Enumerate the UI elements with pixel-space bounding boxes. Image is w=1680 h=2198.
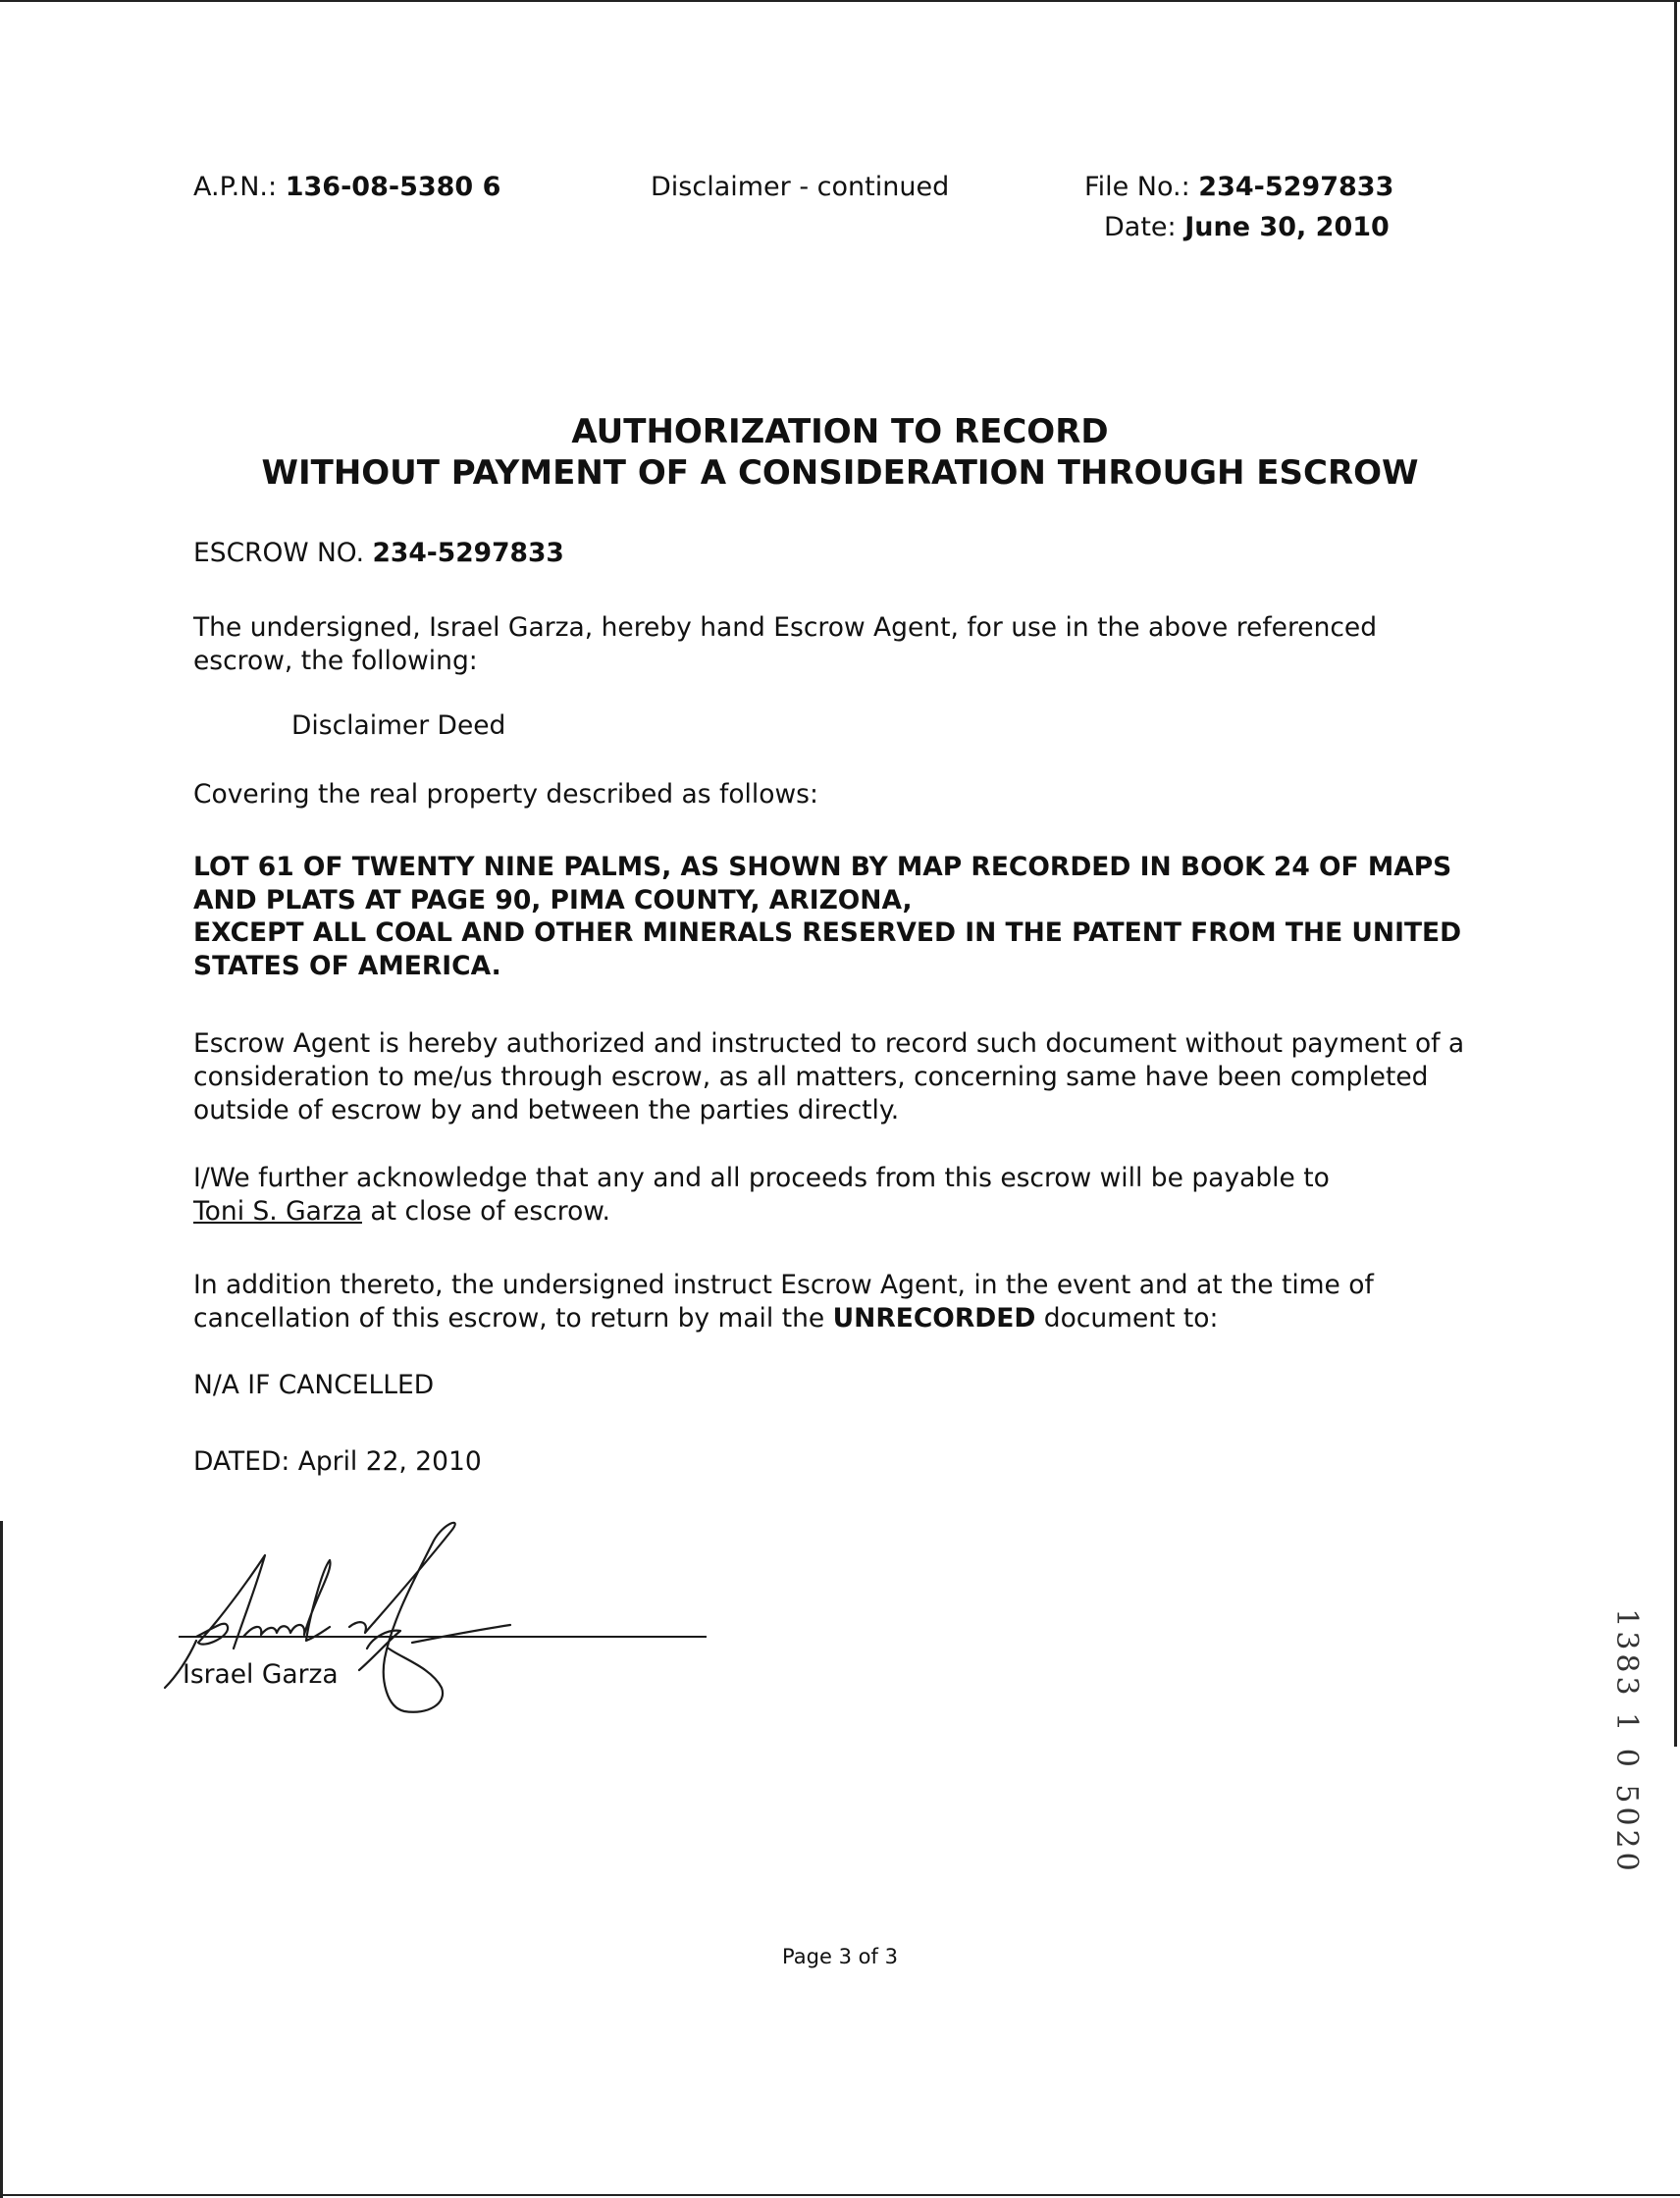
signer-name: Israel Garza — [183, 1659, 339, 1690]
header-date-field — [1104, 211, 1390, 244]
cancel-suffix: document to: — [1043, 1303, 1219, 1334]
cancel-bold: UNRECORDED — [832, 1303, 1036, 1334]
date-label: Date: — [1104, 212, 1177, 242]
right-scan-edge — [1674, 0, 1677, 1747]
file-label: File No.: — [1084, 172, 1190, 202]
cancellation-paragraph — [193, 1269, 1498, 1335]
top-scan-edge — [0, 0, 1680, 2]
dated-label: DATED: — [193, 1446, 290, 1477]
proceeds-prefix: I/We further acknowledge that any and all proceeds from this escrow will be payable to — [193, 1163, 1330, 1193]
page-label: Page — [782, 1945, 832, 1968]
legal-description-1: LOT 61 OF TWENTY NINE PALMS, AS SHOWN BY MAP RECORDED IN BOOK 24 OF MAPS AND PLATS AT PAGE 90, PIMA COUNTY, ARIZONA, — [193, 852, 1452, 916]
cancel-prefix: In addition thereto, the undersigned instruct Escrow Agent, in the event and at the time of cancellation of this escrow, to return by mail the — [193, 1270, 1374, 1334]
left-scan-edge — [0, 1521, 3, 2198]
escrow-number — [193, 537, 1498, 570]
escrow-label: ESCROW NO. — [193, 538, 364, 568]
date-value: June 30, 2010 — [1184, 212, 1390, 242]
dated-value: April 22, 2010 — [297, 1446, 482, 1477]
page-number — [0, 1943, 1680, 1970]
authorization-paragraph: Escrow Agent is hereby authorized and instructed to record such document without payment of a consideration to me/us through escrow, as all matters, concerning same have been completed outside of escrow by and between the parties directly. — [193, 1028, 1465, 1125]
page-total: 3 — [884, 1945, 898, 1968]
file-number-field — [1084, 171, 1393, 204]
file-value: 234-5297833 — [1198, 172, 1394, 202]
na-line: N/A IF CANCELLED — [193, 1370, 435, 1400]
covering-statement: Covering the real property described as follows: — [193, 779, 818, 810]
intro-paragraph: The undersigned, Israel Garza, hereby hand Escrow Agent, for use in the above referenced escrow, the following: — [193, 612, 1378, 676]
document-title-line2: WITHOUT PAYMENT OF A CONSIDERATION THROUGH ESCROW — [261, 453, 1419, 493]
recording-stamp — [1604, 1580, 1644, 1904]
proceeds-paragraph — [193, 1162, 1381, 1229]
document-name: Disclaimer Deed — [291, 710, 506, 741]
apn-value: 136-08-5380 6 — [285, 172, 501, 202]
proceeds-payee: Toni S. Garza — [193, 1196, 362, 1227]
document-title-line1: AUTHORIZATION TO RECORD — [571, 412, 1109, 451]
escrow-value: 234-5297833 — [372, 538, 564, 568]
page-of: of — [858, 1945, 878, 1968]
dated-line — [193, 1445, 1498, 1479]
page-current: 3 — [838, 1945, 852, 1968]
handwritten-signature — [157, 1511, 707, 1737]
signature-block — [157, 1511, 707, 1737]
apn-field — [193, 171, 500, 204]
apn-label: A.P.N.: — [193, 172, 278, 202]
stamp-number: 1383 1 0 5020 — [1609, 1608, 1644, 1875]
header-center-label: Disclaimer - continued — [651, 172, 950, 202]
bottom-scan-edge — [0, 2194, 1680, 2196]
legal-description-2: EXCEPT ALL COAL AND OTHER MINERALS RESERVED IN THE PATENT FROM THE UNITED STATES OF AMERICA. — [193, 917, 1462, 981]
proceeds-suffix: at close of escrow. — [370, 1196, 610, 1227]
